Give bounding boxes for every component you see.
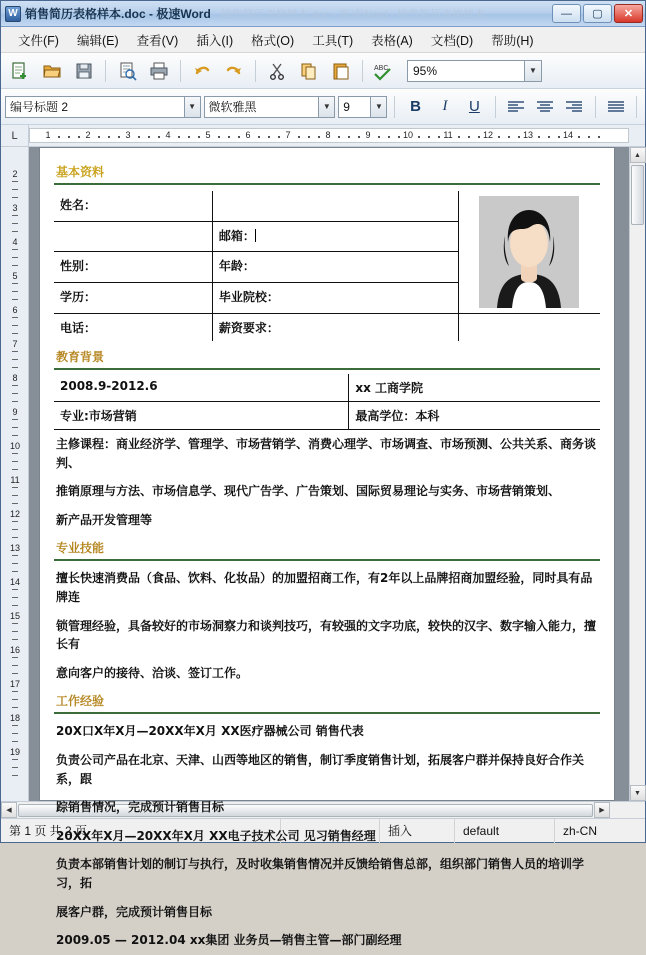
paste-icon[interactable] [326,56,356,86]
vertical-scrollbar[interactable] [629,147,645,801]
cell-salary[interactable]: 薪资要求： [212,314,458,342]
vruler-dash [12,521,18,522]
horizontal-ruler-bar [1,125,645,147]
vruler-dash [12,639,18,640]
cell-school[interactable]: 毕业院校： [212,283,458,314]
ruler-dot [588,136,590,138]
menu-document[interactable]: 文档(D) [430,33,474,48]
edu-course-line-1[interactable]: 主修课程：商业经济学、管理学、市场营销学、消费心理学、市场调查、市场预测、公共关系、商务谈判、 [56,437,597,470]
menu-table[interactable]: 表格(A) [371,33,413,48]
ruler-dot [118,136,120,138]
save-icon[interactable] [69,56,99,86]
ruler-tick: 11 [443,130,453,140]
ruler-dot [398,136,400,138]
vruler-tick: 9 [12,407,18,417]
edu-date[interactable]: 2008.9-2012.6 [54,374,349,402]
vruler-dash [12,265,18,266]
toolbar-separator [495,96,496,118]
experience-line-2b[interactable]: 展客户群，完成预计销售目标 [56,904,213,919]
vruler-dash [12,555,18,556]
ruler-dot [348,136,350,138]
vruler-dash [12,589,18,590]
ruler-tick: 14 [562,130,574,140]
vruler-dash [12,189,18,190]
scroll-up-icon[interactable]: ▲ [630,147,646,163]
menu-tools[interactable]: 工具(T) [312,33,354,48]
menu-edit[interactable]: 编辑(E) [76,33,119,48]
ruler-dot [158,136,160,138]
ruler-dot [138,136,140,138]
ruler-dot [308,136,310,138]
edu-degree[interactable]: 最高学位：本科 [349,402,600,430]
vertical-scroll-thumb[interactable] [631,165,644,225]
ruler-corner-tabstop[interactable]: L [1,125,29,146]
vruler-dash [12,707,18,708]
section-title-education: 教育背景 [54,345,600,370]
vruler-dash [12,725,18,726]
edu-course-line-2[interactable]: 推销原理与方法、市场信息学、现代广告学、广告策划、国际贸易理论与实务、市场营销策划、 [56,484,561,499]
toolbar-separator [255,60,256,82]
ruler-dot [78,136,80,138]
zoom-combo[interactable] [407,60,542,82]
vruler-dash [12,665,18,666]
format-toolbar [1,89,645,125]
print-preview-icon[interactable] [112,56,142,86]
ruler-dot [598,136,600,138]
ruler-dot [218,136,220,138]
ruler-tick: 2 [85,130,91,140]
ruler-dot [438,136,440,138]
horizontal-ruler[interactable] [29,128,629,143]
ruler-dot [198,136,200,138]
vruler-tick: 7 [12,339,18,349]
vruler-dash [12,673,18,674]
vruler-dash [12,605,18,606]
scroll-down-icon[interactable]: ▼ [630,785,646,801]
vruler-tick: 15 [9,611,20,621]
minimize-button[interactable]: — [552,4,581,23]
spellcheck-icon[interactable] [369,56,399,86]
table-row[interactable] [54,191,600,221]
section-title-skills: 专业技能 [54,536,600,561]
ruler-tick: 1 [45,130,51,140]
font-family-combo[interactable] [204,96,336,118]
vruler-dash [12,283,18,284]
ruler-dot [558,136,560,138]
cell-name-value[interactable] [212,191,458,221]
vruler-dash [12,741,18,742]
edu-major[interactable]: 专业:市场营销 [54,402,349,430]
section-title-experience: 工作经验 [54,689,600,714]
vruler-tick: 12 [9,509,20,519]
close-button[interactable]: ✕ [614,4,643,23]
vruler-tick: 17 [9,679,20,689]
vruler-dash [12,223,18,224]
ruler-dot [58,136,60,138]
vruler-dash [12,385,18,386]
ruler-dot [228,136,230,138]
section-title-basic: 基本资料 [54,160,600,185]
vruler-tick: 8 [12,373,18,383]
vruler-dash [12,325,18,326]
ruler-dot [358,136,360,138]
window-controls [552,4,643,23]
chevron-down-icon[interactable]: ▼ [524,61,541,81]
vruler-dash [12,299,18,300]
vruler-dash [12,249,18,250]
vruler-tick: 14 [9,577,20,587]
vruler-tick: 18 [9,713,20,723]
vruler-dash [12,367,18,368]
chevron-down-icon[interactable]: ▼ [370,97,386,117]
vruler-dash [12,699,18,700]
vruler-tick: 5 [12,271,18,281]
status-page-info: 第 1 页 共 2 页 [1,819,281,843]
table-row[interactable] [54,374,600,402]
vruler-dash [12,461,18,462]
document-content [54,160,600,955]
vruler-dash [12,597,18,598]
avatar-photo [479,196,579,308]
ruler-dot [68,136,70,138]
vruler-dash [12,393,18,394]
cell-email[interactable]: 邮箱： [212,221,458,252]
chevron-down-icon[interactable]: ▼ [318,97,334,117]
ruler-dot [548,136,550,138]
experience-line-2a[interactable]: 负责本部销售计划的制订与执行，及时收集销售情况并反馈给销售总部，组织部门销售人员的培训学习，拓 [56,857,585,890]
vruler-tick: 16 [9,645,20,655]
skill-line-2[interactable]: 锁管理经验，具备较好的市场洞察力和谈判技巧，有较强的文字功底，较快的汉字、数字输入能力，擅长有 [56,618,597,652]
edu-school[interactable]: xx 工商学院 [349,374,600,402]
ruler-dot [478,136,480,138]
ruler-marks [30,129,628,142]
window-title: 销售简历表格样本.doc - 极速Word [25,7,211,21]
toolbar-separator [636,96,637,118]
vruler-tick: 4 [12,237,18,247]
ruler-tick: 13 [522,130,534,140]
toolbar-separator [362,60,363,82]
vruler-tick: 2 [12,169,18,179]
undo-icon[interactable] [187,56,217,86]
experience-header-1[interactable]: 20X口X年X月—20XX年X月 XX医疗器械公司 销售代表 [56,724,364,739]
vruler-tick: 10 [9,441,20,451]
vruler-dash [12,691,18,692]
vruler-dash [12,767,18,768]
ruler-dot [108,136,110,138]
menu-insert[interactable]: 插入(I) [196,33,234,48]
scroll-right-icon[interactable]: ▶ [594,802,610,818]
toolbar-separator [180,60,181,82]
table-row[interactable] [54,314,600,342]
chevron-down-icon[interactable]: ▼ [184,97,200,117]
paragraph-style-combo[interactable] [5,96,201,118]
cell-education[interactable]: 学历： [54,283,212,314]
copy-icon[interactable] [294,56,324,86]
word-app-icon: W [5,6,21,22]
toolbar-separator [595,96,596,118]
edu-course-line-3[interactable]: 新产品开发管理等 [56,512,153,527]
ruler-tick: 12 [482,130,494,140]
menu-view[interactable]: 查看(V) [136,33,179,48]
vruler-dash [12,487,18,488]
ruler-dot [258,136,260,138]
vruler-dash [12,351,18,352]
window-title-ghost: 销售简历表格样本.doc - 极速Word - 销售简历表格样本 [220,8,486,21]
menu-format[interactable]: 格式(O) [251,33,295,48]
align-justify-icon[interactable] [603,94,629,120]
menu-bar [1,27,645,53]
vruler-dash [12,563,18,564]
ruler-dot [188,136,190,138]
cell-name[interactable]: 姓名： [54,191,212,221]
ruler-dot [298,136,300,138]
ruler-dot [378,136,380,138]
ruler-dot [98,136,100,138]
ruler-dot [518,136,520,138]
ruler-dot [338,136,340,138]
scroll-left-icon[interactable]: ◀ [1,802,17,818]
ruler-tick: 5 [205,130,211,140]
vruler-dash [12,291,18,292]
toolbar-separator [394,96,395,118]
ruler-dot [428,136,430,138]
vruler-tick: 3 [12,203,18,213]
ruler-dot [578,136,580,138]
ruler-dot [468,136,470,138]
align-right-icon[interactable] [561,94,587,120]
vruler-dash [12,435,18,436]
ruler-dot [178,136,180,138]
paragraph-style-value: 编号标题 2 [10,100,69,114]
experience-header-2[interactable]: 20XX年X月—20XX年X月 XX电子技术公司 见习销售经理 [56,828,376,843]
cell-phone[interactable]: 电话： [54,314,212,342]
svg-text:ABC: ABC [374,64,389,72]
maximize-button[interactable]: ▢ [583,4,612,23]
vruler-dash [12,317,18,318]
align-center-icon[interactable] [532,94,558,120]
photo-cell[interactable] [458,191,600,314]
vruler-dash [12,215,18,216]
align-left-icon[interactable] [503,94,529,120]
ruler-dot [278,136,280,138]
experience-line-1b[interactable]: 踪销售情况，完成预计销售目标 [56,800,225,815]
vruler-dash [12,181,18,182]
main-toolbar [1,53,645,89]
vruler-dash [12,427,18,428]
vruler-dash [12,631,18,632]
vruler-dash [12,333,18,334]
ruler-dot [318,136,320,138]
text-cursor [255,229,256,242]
vruler-dash [12,571,18,572]
title-bar [1,1,645,27]
vruler-dash [12,759,18,760]
vertical-ruler[interactable] [1,147,29,801]
italic-button[interactable]: I [442,98,448,114]
vruler-tick: 19 [9,747,20,757]
vruler-dash [12,419,18,420]
cell-gender[interactable]: 性别： [54,252,212,283]
vruler-dash [12,733,18,734]
print-icon[interactable] [144,56,174,86]
vruler-dash [12,657,18,658]
cell-age[interactable]: 年龄： [212,252,458,283]
cell-blank[interactable] [54,221,212,252]
vruler-dash [12,231,18,232]
underline-button[interactable]: U [468,98,480,115]
vruler-dash [12,359,18,360]
bold-button[interactable]: B [410,98,422,115]
ruler-dot [388,136,390,138]
font-family-value: 微软雅黑 [208,100,257,114]
ruler-dot [498,136,500,138]
education-table[interactable] [54,374,600,429]
ruler-tick: 3 [125,130,131,140]
status-language[interactable]: zh-CN [563,823,598,838]
skill-line-1[interactable]: 擅长快速消费品（食品、饮料、化妆品）的加盟招商工作，有2年以上品牌招商加盟经验，同时具有品牌连 [56,571,593,604]
experience-line-1a[interactable]: 负责公司产品在北京、天津、山西等地区的销售，制订季度销售计划，拓展客户群并保持良好合作关系，跟 [56,752,585,786]
vruler-tick: 6 [12,305,18,315]
ruler-tick: 9 [365,130,371,140]
menu-file[interactable]: 文件(F) [18,33,59,48]
vruler-dash [12,623,18,624]
menu-help[interactable]: 帮助(H) [491,33,534,48]
vruler-dash [12,495,18,496]
vruler-tick: 11 [10,475,20,485]
toolbar-separator [105,60,106,82]
ruler-tick: 7 [285,130,291,140]
open-folder-icon[interactable] [37,56,67,86]
cut-icon[interactable] [262,56,292,86]
cell-photo-bottom[interactable] [458,314,600,342]
vruler-dash [12,529,18,530]
ruler-tick: 10 [402,130,414,140]
vruler-dash [12,537,18,538]
vruler-dash [12,197,18,198]
vruler-dash [12,257,18,258]
ruler-dot [418,136,420,138]
ruler-dot [458,136,460,138]
status-insert-mode[interactable]: 插入 [380,819,455,843]
redo-icon[interactable] [219,56,249,86]
experience-header-3[interactable]: 2009.05 — 2012.04 xx集团 业务员—销售主管—部门副经理 [56,933,402,948]
ruler-dot [148,136,150,138]
vruler-tick: 13 [9,543,20,553]
vruler-dash [12,469,18,470]
ruler-tick: 8 [325,130,331,140]
ruler-tick: 4 [165,130,171,140]
ruler-dot [238,136,240,138]
skill-line-3[interactable]: 意向客户的接待、洽谈、签订工作。 [56,665,249,680]
font-size-value: 9 [343,99,350,114]
vruler-dash [12,401,18,402]
basic-info-table[interactable] [54,191,600,341]
status-style[interactable]: default [455,819,555,843]
vruler-dash [12,503,18,504]
font-size-combo[interactable] [338,96,387,118]
zoom-value: 95% [413,63,438,78]
ruler-dot [538,136,540,138]
vruler-dash [12,775,18,776]
table-row[interactable] [54,402,600,430]
vruler-dash [12,453,18,454]
ruler-dot [508,136,510,138]
new-doc-icon[interactable] [5,56,35,86]
ruler-dot [268,136,270,138]
ruler-tick: 6 [245,130,251,140]
